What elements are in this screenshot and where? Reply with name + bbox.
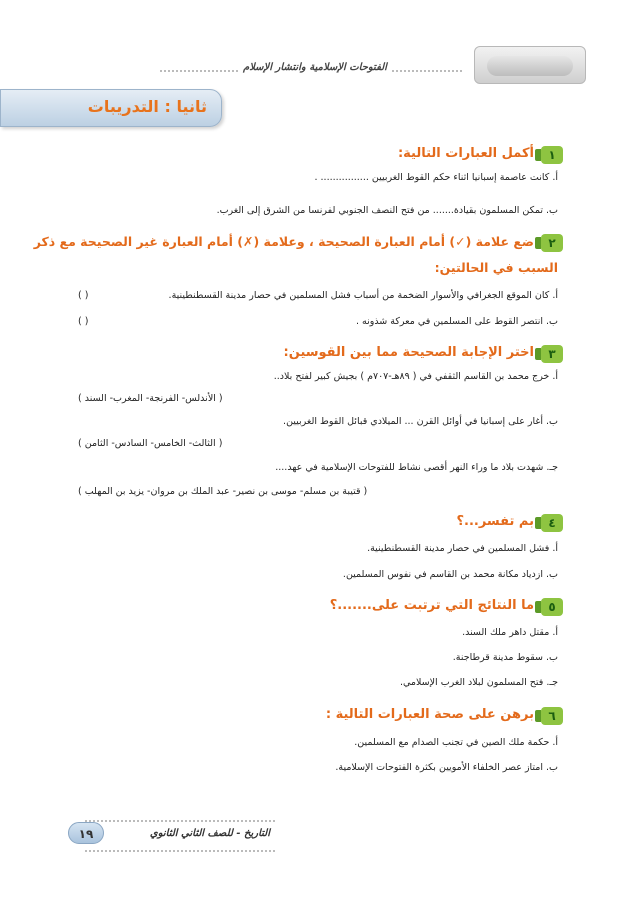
question-3-title: اختر الإجابة الصحيحة مما بين القوسين: [283,345,534,360]
question-number-6: ٦ [541,707,563,725]
question-2-item-b: ب. انتصر القوط على المسلمين في معركة شذونه . [355,316,558,327]
question-5-title: ما النتائج التي ترتبت على.......؟ [329,598,534,613]
question-number-2: ٢ [541,234,563,252]
question-3-options-c: ( قتيبة بن مسلم- موسى بن نصير- عبد الملك بن مروان- يزيد بن المهلب ) [78,486,368,497]
question-3-options-a: ( الأندلس- الفرنجة- المغرب- السند ) [78,393,223,404]
question-number-5: ٥ [541,598,563,616]
section-title: ثانيا : التدريبات [87,97,207,116]
footer-divider-top [85,820,275,822]
question-3-item-b: ب. أغار على إسبانيا في أوائل القرن ... الميلادي قبائل القوط الغربيين. [283,416,558,427]
question-2-title-cont: السبب في الحالتين: [434,260,558,275]
footer-label: التاريخ - للصف الثاني الثانوي [149,828,270,839]
answer-box-2a[interactable]: ( ) [78,290,89,301]
question-number-3: ٣ [541,345,563,363]
question-6-item-a: أ. حكمة ملك الصين في تجنب الصدام مع المسلمين. [354,737,558,748]
question-5-item-a: أ. مقتل داهر ملك السند. [462,627,558,638]
question-4-item-b: ب. ازدياد مكانة محمد بن القاسم في نفوس المسلمين. [342,569,558,580]
question-3-item-c: جـ. شهدت بلاد ما وراء النهر أقصى نشاط للفتوحات الإسلامية في عهد.... [275,462,558,473]
footer-divider-bottom [85,850,275,852]
question-2-title: ضع علامة (✓) أمام العبارة الصحيحة ، وعلامة (✗) أمام العبارة غير الصحيحة مع ذكر [33,234,534,249]
question-1-item-a: أ. كانت عاصمة إسبانيا اثناء حكم القوط الغربيين ................ . [314,172,558,183]
question-3-options-b: ( الثالث- الخامس- السادس- الثامن ) [78,438,223,449]
question-2-item-a: أ. كان الموقع الجغرافي والأسوار الضخمة من أسباب فشل المسلمين في حصار مدينة القسطنطينية. [168,290,558,301]
question-6-item-b: ب. امتاز عصر الخلفاء الأمويين بكثرة الفتوحات الإسلامية. [335,762,558,773]
question-3-item-a: أ. خرج محمد بن القاسم الثقفي في ( ٨٩هـ-٧٠٧م ) بجيش كبير لفتح بلاد.. [273,371,558,382]
section-banner [0,89,222,127]
header-ornament-icon [474,46,586,84]
question-number-4: ٤ [541,514,563,532]
question-5-item-b: ب. سقوط مدينة قرطاجنة. [452,652,558,663]
header-divider-right [392,70,462,72]
header-title: الفتوحات الإسلامية وانتشار الإسلام [243,62,387,73]
question-1-title: أكمل العبارات التالية: [397,146,534,161]
answer-box-2b[interactable]: ( ) [78,316,89,327]
question-4-item-a: أ. فشل المسلمين في حصار مدينة القسطنطينية. [367,543,558,554]
question-6-title: برهن على صحة العبارات التالية : [325,707,534,722]
question-5-item-c: جـ. فتح المسلمون لبلاد الغرب الإسلامي. [399,677,558,688]
question-number-1: ١ [541,146,563,164]
header-divider-left [160,70,238,72]
page-number: ١٩ [68,822,104,844]
question-1-item-b: ب. تمكن المسلمون بقيادة....... من فتح النصف الجنوبي لفرنسا من الشرق إلى الغرب. [216,205,558,216]
question-4-title: بم تفسر...؟ [456,514,534,529]
